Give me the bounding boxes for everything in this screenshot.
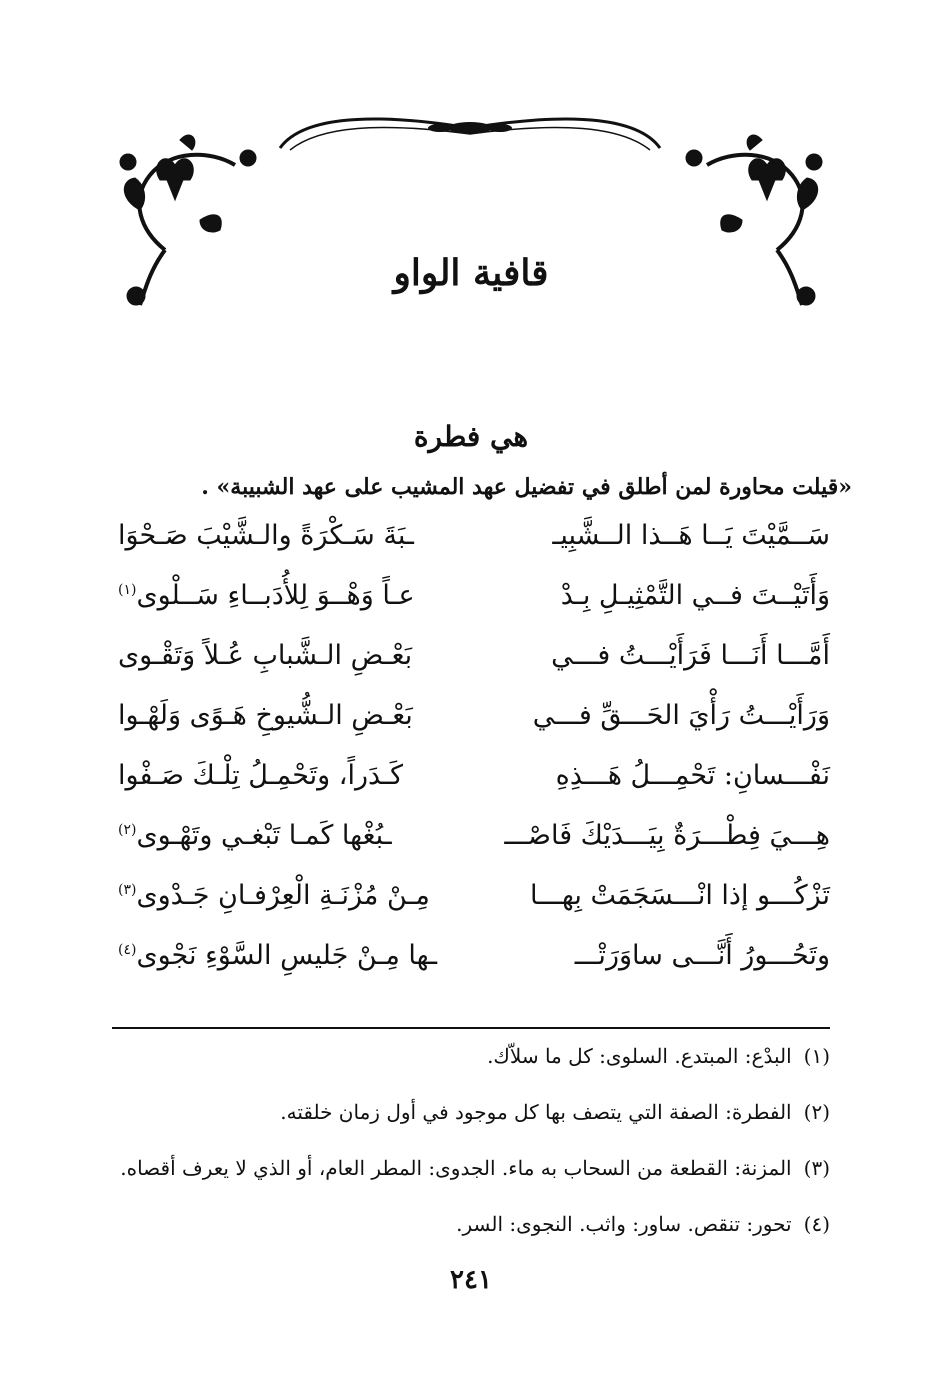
verse-second-hemistich: ـها مِـنْ جَليسِ السَّوْءِ نَجْوى$^{(٤)}$ [118,940,437,971]
page-number: ٢٤١ [450,1265,492,1295]
verse-second-hemistich: عـاً وَهْــوَ لِلأُدَبــاءِ سَــلْوى$^{(١)}$ [118,580,415,611]
verse-first-hemistich: وتَحُـــورُ أَنَّـــى ساوَرَتْـــ [574,940,830,971]
verse-first-hemistich: نَفْـــسانِ: تَحْمِـــلُ هَـــذِهِ [555,760,830,791]
verse-second-hemistich: ـبُغْها كَمـا تَبْغـي وتَهْـوى$^{(٢)}$ [118,820,392,851]
verse-second-hemistich: كَـدَراً، وتَحْمِـلُ تِلْـكَ صَـفْوا [118,760,403,791]
footnote-text: تحور: تنقص. ساور: واثب. النجوى: السر. [456,1212,792,1236]
verse-second-hemistich: بَعْـضِ الـشَّبابِ عُـلاً وَتَقْـوى [118,640,413,671]
verse [0,760,942,816]
verse-first-hemistich: وَرَأَيْـــتُ رَأْيَ الحَـــقِّ فـــي [532,700,830,731]
footnote-number: (٣) [803,1156,830,1180]
verse [0,940,942,996]
verse [0,700,942,756]
footnote-divider [112,1027,830,1029]
footnote [487,1044,830,1068]
footnote [456,1212,830,1236]
verse [0,520,942,576]
footnote-number: (٤) [803,1212,830,1236]
verse-first-hemistich: تَزْكُـــو إذا انْـــسَجَمَتْ بِهـــا [529,880,830,911]
footnote-text: المزنة: القطعة من السحاب به ماء. الجدوى: المطر العام، أو الذي لا يعرف أقصاه. [120,1156,792,1180]
footnote [280,1100,830,1124]
verse-first-hemistich: هِـــيَ فِطْـــرَةٌ بِيَـــدَيْكَ فَاصْـــ [504,820,830,851]
footnote-number: (٢) [803,1100,830,1124]
verse-first-hemistich: أَمَّـــا أَنَـــا فَرَأَيْـــتُ فـــي [551,640,830,671]
verse-second-hemistich: بَعْـضِ الـشُّيوخِ هَـوًى وَلَهْـوا [118,700,413,731]
footnote [120,1156,830,1180]
footnote-number: (١) [803,1044,830,1068]
footnote-marker: (٣) [118,882,137,898]
footnote-marker: (٢) [118,822,137,838]
poem-title: هي فطرة [413,420,529,453]
verse-second-hemistich: مِـنْ مُزْنَـةِ الْعِرْفـانِ جَـدْوى$^{(٣)}$ [118,880,430,911]
verse [0,640,942,696]
verse-first-hemistich: سَــمَّيْتَ يَــا هَــذا الــشَّبِيـ [552,520,830,551]
footnote-text: الفطرة: الصفة التي يتصف بها كل موجود في أول زمان خلقته. [280,1100,792,1124]
footnote-marker: (٤) [118,942,137,958]
verse-first-hemistich: وَأَتَيْــتَ فــي التَّمْثِيـلِ بِـدْ [560,580,830,611]
footnote-marker: (١) [118,582,137,598]
chapter-title: قافية الواو [393,252,549,294]
footnote-text: البدْع: المبتدع. السلوى: كل ما سلاّك. [487,1044,792,1068]
verse [0,580,942,636]
poem-intro: «قيلت محاورة لمن أطلق في تفضيل عهد المشيب على عهد الشبيبة» . [201,474,852,500]
verse [0,820,942,876]
verse-second-hemistich: ـبَةَ سَـكْرَةً والـشَّيْبَ صَـحْوَا [118,520,414,551]
verse [0,880,942,936]
